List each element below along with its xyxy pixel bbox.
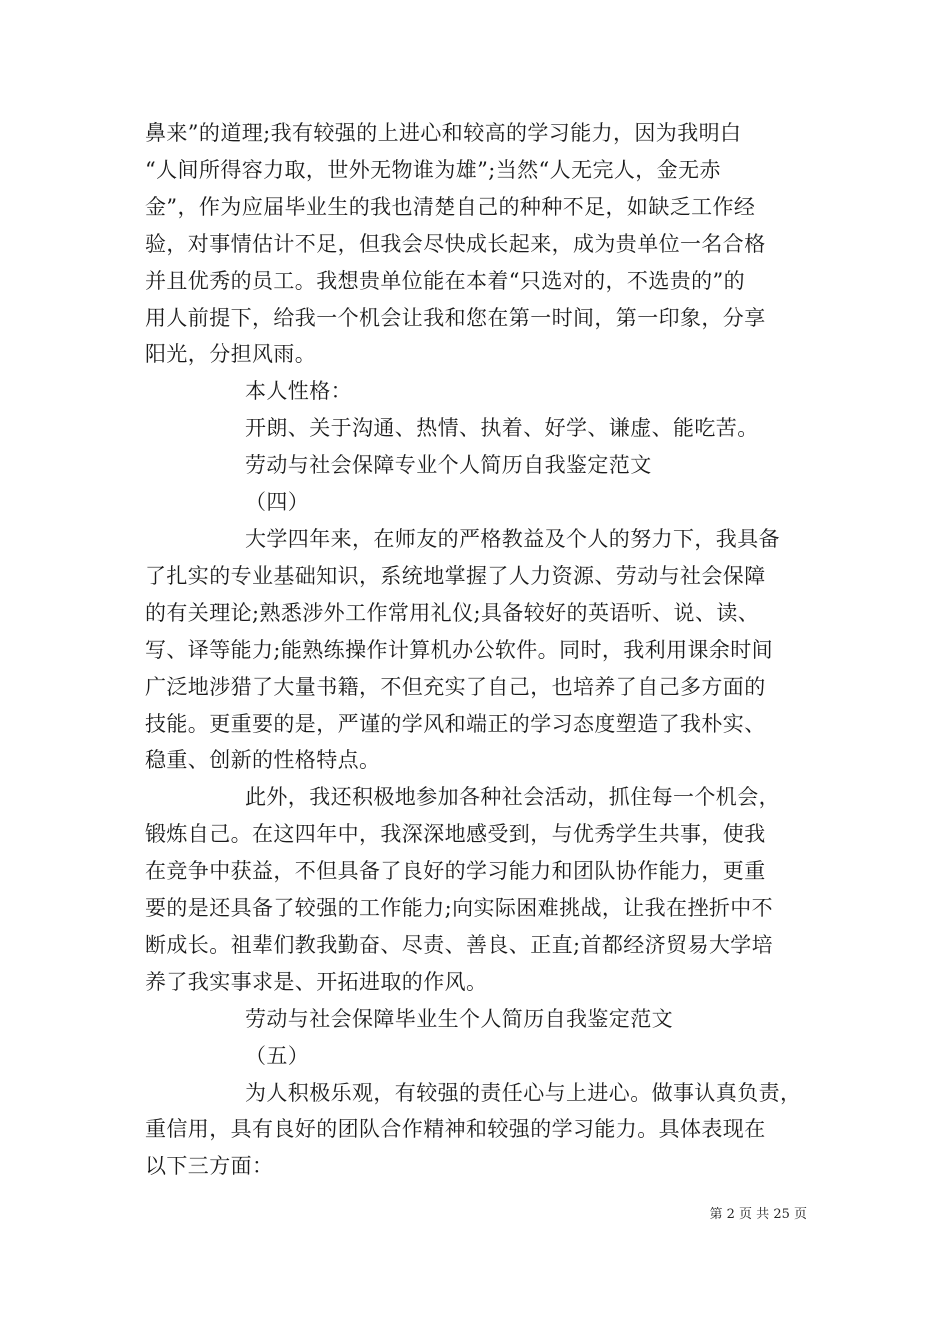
text-line: 锻炼自己。在这四年中，我深深地感受到，与优秀学生共事，使我 (145, 822, 766, 847)
text-line: 验，对事情估计不足，但我会尽快成长起来，成为贵单位一名合格 (145, 231, 766, 256)
text-line: 鼻来”的道理;我有较强的上进心和较高的学习能力，因为我明白 (145, 121, 742, 145)
text-line: 在竞争中获益，不但具备了良好的学习能力和团队协作能力，更重 (145, 859, 766, 884)
text-line: 以下三方面： (145, 1154, 274, 1179)
text-line: 重信用，具有良好的团队合作精神和较强的学习能力。具体表现在 (145, 1117, 766, 1142)
section-number: （五） (245, 1043, 310, 1068)
text-line: 稳重、创新的性格特点。 (145, 748, 381, 773)
text-line: 金”，作为应届毕业生的我也清楚自己的种种不足，如缺乏工作经 (145, 194, 756, 219)
document-body (145, 115, 835, 1185)
section-heading: 劳动与社会保障毕业生个人简历自我鉴定范文 (245, 1006, 673, 1031)
text-line: 断成长。祖辈们教我勤奋、尽责、善良、正直;首都经济贸易大学培 (145, 932, 774, 957)
text-line: 用人前提下，给我一个机会让我和您在第一时间，第一印象，分享 (145, 305, 766, 330)
paragraph-start: 大学四年来，在师友的严格教益及个人的努力下，我具备 (245, 526, 780, 551)
section-number: （四） (245, 490, 310, 515)
text-line: 养了我实事求是、开拓进取的作风。 (145, 969, 488, 994)
section-label-personality: 本人性格： (245, 379, 352, 404)
paragraph-start: 为人积极乐观，有较强的责任心与上进心。做事认真负责， (245, 1080, 802, 1105)
section-heading: 劳动与社会保障专业个人简历自我鉴定范文 (245, 453, 652, 478)
text-line: 广泛地涉猎了大量书籍，不但充实了自己，也培养了自己多方面的 (145, 674, 766, 699)
page-number-footer: 第 2 页 共 25 页 (709, 1207, 807, 1222)
text-line: 的有关理论;熟悉涉外工作常用礼仪;具备较好的英语听、说、读、 (145, 600, 760, 625)
paragraph-start: 此外，我还积极地参加各种社会活动，抓住每一个机会， (245, 785, 780, 810)
text-line: “人间所得容力取，世外无物谁为雄”;当然“人无完人，金无赤 (145, 157, 721, 182)
text-line: 并且优秀的员工。我想贵单位能在本着“只选对的，不选贵的”的 (145, 268, 746, 293)
text-line: 技能。更重要的是，严谨的学风和端正的学习态度塑造了我朴实、 (145, 711, 766, 736)
text-line: 了扎实的专业基础知识，系统地掌握了人力资源、劳动与社会保障 (145, 563, 766, 588)
text-line: 写、译等能力;能熟练操作计算机办公软件。同时，我利用课余时间 (145, 637, 774, 662)
text-line: 阳光，分担风雨。 (145, 342, 317, 367)
text-line: 开朗、关于沟通、热情、执着、好学、谦虚、能吃苦。 (245, 416, 759, 441)
text-line: 要的是还具备了较强的工作能力;向实际困难挑战，让我在挫折中不 (145, 896, 774, 921)
